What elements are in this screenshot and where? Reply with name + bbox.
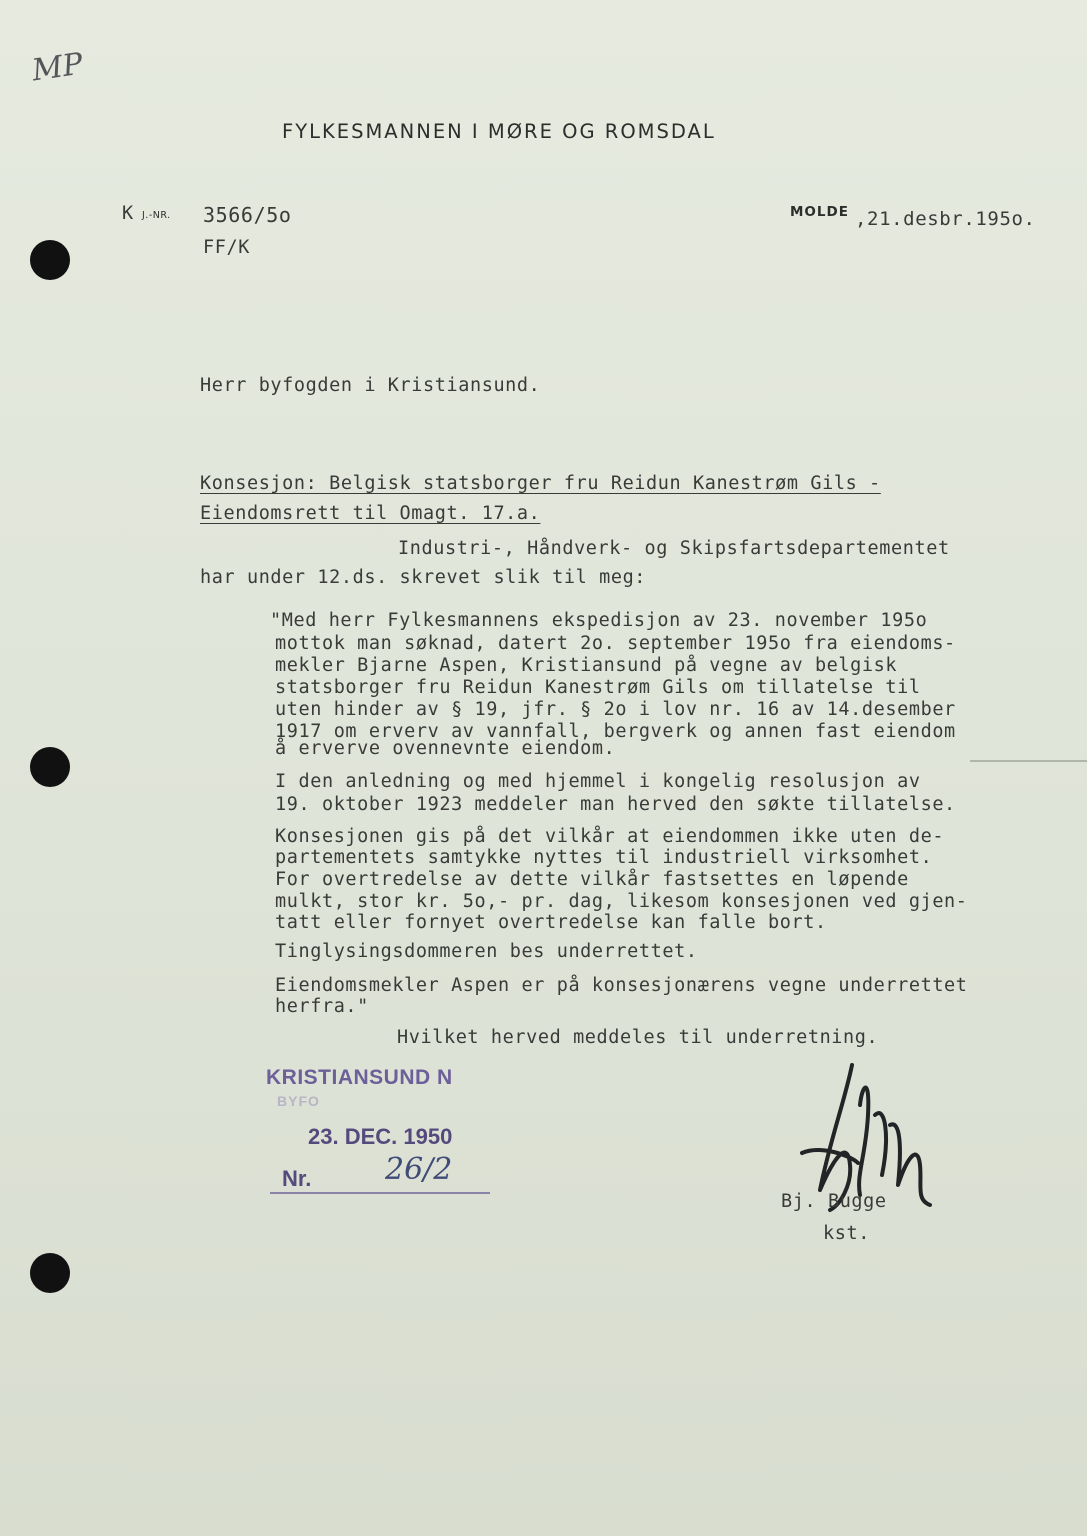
quote-line-4: statsborger fru Reidun Kanestrøm Gils om tillatelse til: [275, 677, 921, 698]
margin-note: MP: [29, 46, 86, 89]
punch-hole-middle: [30, 747, 70, 787]
quote-line-3: mekler Bjarne Aspen, Kristiansund på vegne av belgisk: [275, 655, 898, 676]
addressee: Herr byfogden i Kristiansund.: [200, 375, 541, 396]
quote-line-5: uten hinder av § 19, jfr. § 2o i lov nr. 16 av 14.desember: [275, 699, 956, 720]
punch-hole-bottom: [30, 1253, 70, 1293]
quote-line-10: Konsesjonen gis på det vilkår at eiendommen ikke uten de-: [275, 826, 945, 847]
received-stamp-date: 23. DEC. 1950: [308, 1124, 453, 1149]
journal-label: J.-NR.: [142, 210, 171, 221]
subject-line-1: Konsesjon: Belgisk statsborger fru Reidun Kanestrøm Gils -: [200, 473, 881, 494]
quote-line-12: For overtredelse av dette vilkår fastsettes en løpende: [275, 869, 909, 890]
received-stamp-office: BYFO: [277, 1093, 320, 1109]
paper-fold-mark: [970, 760, 1087, 762]
journal-prefix: K: [122, 203, 134, 224]
intro-line-1: Industri-, Håndverk- og Skipsfartsdepartementet: [398, 538, 950, 559]
journal-reference: FF/K: [203, 237, 250, 258]
quote-line-1: "Med herr Fylkesmannens ekspedisjon av 23. november 195o: [270, 610, 928, 631]
quote-line-9: 19. oktober 1923 meddeler man herved den søkte tillatelse.: [275, 794, 956, 815]
received-stamp-nr-value: 26/2: [385, 1152, 453, 1187]
quote-line-17: herfra.": [275, 996, 369, 1017]
quote-line-2: mottok man søknad, datert 2o. september 195o fra eiendoms-: [275, 633, 956, 654]
punch-hole-top: [30, 240, 70, 280]
quote-line-7: å erverve ovennevnte eiendom.: [275, 738, 616, 759]
quote-line-14: tatt eller fornyet overtredelse kan falle bort.: [275, 912, 827, 933]
signatory-name: Bj. Bugge: [781, 1191, 887, 1212]
quote-line-13: mulkt, stor kr. 5o,- pr. dag, likesom konsesjonen ved gjen-: [275, 891, 968, 912]
quote-line-6: 1917 om erverv av vannfall, bergverk og annen fast eiendom: [275, 721, 956, 742]
quote-line-15: Tinglysingsdommeren bes underrettet.: [275, 941, 698, 962]
received-stamp-nr-line: [270, 1192, 490, 1194]
letterhead: FYLKESMANNEN I MØRE OG ROMSDAL: [282, 120, 716, 143]
quote-line-16: Eiendomsmekler Aspen er på konsesjonærens vegne underrettet: [275, 975, 968, 996]
received-stamp-nr-label: Nr.: [282, 1166, 312, 1191]
journal-number: 3566/5o: [203, 203, 292, 227]
quote-line-11: partementets samtykke nyttes til industriell virksomhet.: [275, 847, 933, 868]
place-label: MOLDE: [790, 204, 849, 220]
subject-line-2: Eiendomsrett til Omagt. 17.a.: [200, 503, 541, 524]
received-stamp-place: KRISTIANSUND N: [266, 1066, 453, 1089]
quote-line-8: I den anledning og med hjemmel i kongelig resolusjon av: [275, 771, 921, 792]
intro-line-2: har under 12.ds. skrevet slik til meg:: [200, 567, 647, 588]
letter-date: ,21.desbr.195o.: [855, 208, 1036, 230]
closing-line: Hvilket herved meddeles til underretning.: [397, 1027, 879, 1048]
signatory-title: kst.: [823, 1223, 870, 1244]
